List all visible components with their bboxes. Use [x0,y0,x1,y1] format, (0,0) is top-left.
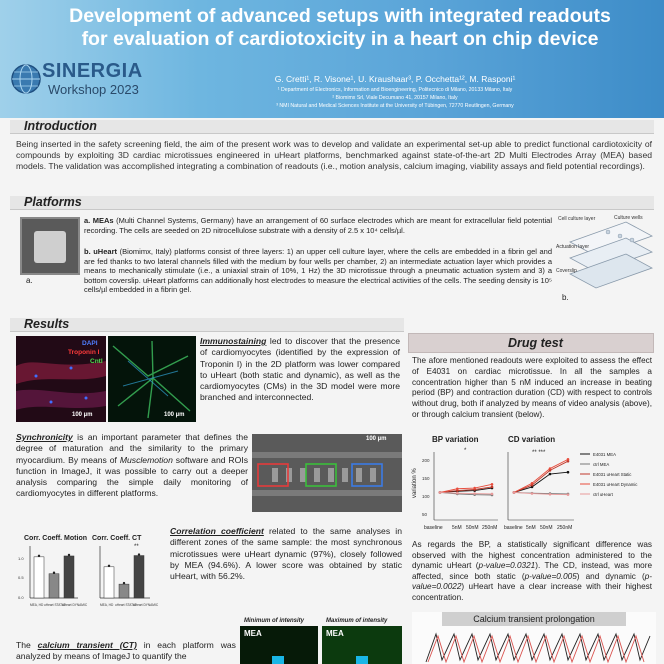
variation-ylabel: variation % [412,468,418,498]
uheart-text: (Biomimx, Italy) platforms consist of three layers: 1) an upper cell culture layer, where the cells are embedded in a fibrin gel and are fed thanks to two lateral channels filled with the medium by four wells per chamber, 2) an intermediate actuation layer which provides a means to mechanically stimulate (i.e., a uniaxial strain of 10%, 1 Hz) the 3D microtissue through a pneumatic actuation system and 3) a bottom coverslip. uHeart platforms can additionally host electrodes to measure the electrical activities of the cells. The seeding density is 10⁵ cells/µl embedded in a fibrin gel. [84,247,552,295]
pvalue-1: p-value=0.0321 [478,561,536,571]
data-point [567,471,570,474]
data-point [513,491,516,494]
correlation-keyword: Correlation coefficient [170,526,264,536]
poster-title: Development of advanced setups with integrated readouts for evaluation of cardiotoxicity in a heart on chip device [69,5,611,50]
uheart-device-diagram [556,212,656,302]
actin-label: Cntl [90,358,103,365]
caption-a: a. [26,276,33,285]
immunostaining-keyword: Immunostaining [200,336,267,346]
min-intensity-image [240,626,318,664]
mea-description [84,216,552,235]
ct-traces [426,628,652,664]
cd-title: CD variation [508,435,556,444]
bar-point [38,555,40,557]
corr-motion-title: Corr. Coeff. Motion [24,535,87,542]
ct-xcat-3: uHeart DYNAMIC [133,603,159,607]
immuno-image-uheart [108,336,196,422]
correlation-body: related to the same analyses in different zones of the same sample: the most synchronous microtissues were uHeart dynamic (97%), closely followed by MEA (94.6%). A lower score was obtained by static uHeart, with 56.2%. [170,526,402,582]
affiliation-1: ¹ Department of Electronics, Information and Bioengineering, Politecnico di Milano, 20133 Milano, Italy [277,87,513,93]
intro-text: Being inserted in the safety screening field, the aim of the present work was to develop and validate an experimental set-up able to predict functional cardiotoxicity of compounds by exploiting 3D cardiac microtissues engineered in uHeart platforms, benchmarked against state-of-the-art 2D Multi Electrodes Array (MEA) based models. The validation was accomplished integrating a combination of readouts (i.e., motion analysis, calcium imaging, viability assays and field potential recordings). [16,139,652,172]
bar-mea-hd [34,557,44,598]
data-point [549,467,552,470]
affiliation-2: ² Biomimx Srl, Viale Decumano 41, 20157 Milano, Italy [332,95,458,102]
synchronicity-body-1: is an important parameter that defines the degree of maturation and the similarity to the primary myocardium. By means of [16,432,248,465]
bar-point [53,572,55,574]
intro-heading: Introduction [24,119,97,133]
immunostaining-text [200,336,400,404]
ct-text-pre: The [16,640,38,650]
bar-uheart-dynamic [64,556,74,598]
data-point [491,483,494,486]
pvalue-2: p-value=0.005 [524,571,577,581]
max-intensity-label: Maximum of intensity [326,618,388,624]
data-point [439,491,442,494]
intro-bar [10,120,654,134]
roi-analysis-image [252,434,402,512]
bar-uheart-dynamic [134,556,144,598]
synchronicity-body-2: software and ROIs function in ImageJ, it was possible to carry out a deeper analysis comparing the simple daily monitoring of cardiomyocytes in different platforms. [16,454,248,499]
calcium-transient-text [16,640,236,663]
authors: G. Cretti¹, R. Visone¹, U. Kraushaar³, P. Occhetta¹², M. Rasponi¹ [274,74,516,84]
pvalue-3: p-value=0.0022 [412,571,652,592]
drug-test-heading: Drug test [508,336,563,350]
sinergia-logo [8,60,158,104]
corr-motion-chart [16,532,88,612]
label-coverslip: Coverslip [556,268,577,274]
label-actuation: Actuation layer [556,244,590,250]
data-point [549,473,552,476]
drug-text-2c: ). The CD, instead, was more affected, since both static ( [412,561,653,581]
data-point [456,487,459,490]
legend-label: ctrl uHeart [593,492,613,497]
motion-ytick-05: 0.5 [18,575,24,580]
legend-label: E4031 MEA [593,452,616,457]
series-line-e4031-uheart-static [440,487,492,493]
cd-cat-4: 250nM [557,525,573,531]
logo-subtitle: Workshop 2023 [48,82,139,97]
series-line-e4031-uheart-dynamic [514,459,568,492]
label-cell-layer: Cell culture layer [558,216,596,222]
label-culture-wells: Culture wells [614,215,643,221]
scale-bar-2: 100 µm [164,412,185,418]
scale-bar-1: 100 µm [72,412,93,418]
uheart-stain [108,336,196,422]
synchronicity-text [16,432,248,500]
musclemotion-name: Musclemotion [119,454,173,465]
mea-electrode-area [34,231,66,263]
ct-keyword: calcium transient (CT) [37,640,137,650]
min-intensity-label: Minimum of intensity [244,618,304,624]
data-point [473,487,476,490]
bp-cat-3: 50nM [466,525,479,531]
data-point [491,493,494,496]
poster-header [0,0,664,118]
uheart-label: b. uHeart [84,247,117,256]
drug-text-1: The afore mentioned readouts were exploited to assess the effect of E4031 on cardiac microtissue. In all the samples a concentration higher than 5 nM induced an increase in beating period (BP) and contraction duration (CD) with respect to controls without drug, both if analyzed by means of video analysis (above), or through calcium transient (below). [412,356,652,419]
bar-uheart-static [119,584,129,598]
synchronicity-keyword: Synchronicity [16,432,73,442]
mea-tag-max: MEA [326,629,344,638]
data-point [491,486,494,489]
roi-marker-min [272,656,284,664]
bp-cat-2: 5nM [452,525,462,531]
drug-text-2a: As regards the BP, a statistically significant difference was observed with the highest concentration administered to the dynamic uHeart ( [412,540,652,571]
ct-prolong-title: Calcium transient prolongation [442,612,626,626]
corr-ct-title: Corr. Coeff. CT [92,535,142,542]
caption-b: b. [562,293,569,302]
corr-ct-chart [86,532,159,612]
bar-point [138,553,140,555]
ytick-50: 50 [422,512,428,517]
motion-xcat-1: MEA, HD [30,603,44,607]
bar-uheart-static [49,574,59,598]
bp-significance: * [464,448,467,454]
ct-prolong-panel [412,612,656,664]
bar-mea-hd [104,567,114,598]
series-line-e4031-uheart-static [514,461,568,492]
legend-label: ctrl MEA [593,462,610,467]
bp-cat-1: baseline [424,525,443,531]
cd-cat-3: 50nM [540,525,553,531]
data-point [473,492,476,495]
data-point [531,492,534,495]
bar-point [123,582,125,584]
bp-title: BP variation [432,435,479,444]
drug-text-2g: ) uHeart have a clear increase with their highest concentration. [412,582,652,602]
motion-ytick-1: 1.0 [18,556,24,561]
max-intensity-image [322,626,402,664]
cd-cat-1: baseline [504,525,523,531]
bar-point [108,565,110,567]
mea-tag-min: MEA [244,629,262,638]
results-heading: Results [24,317,70,331]
mea-text: (Multi Channel Systems, Germany) have an arrangement of 60 surface electrodes which are meant for extracellular field potential recording. The cells are seeded on 2D nitrocellulose substrate with a density of 2.5 x 10⁴ cells/µl. [84,216,552,235]
logo-name: SINERGIA [42,60,143,82]
drug-text-2e: ) and dynamic ( [576,571,645,581]
dapi-label: DAPI [82,340,98,347]
drug-chart-legend [580,452,638,497]
data-point [456,492,459,495]
data-point [549,493,552,496]
platforms-bar [10,196,654,210]
roi-overlay [252,434,402,512]
motion-ytick-0: 0.0 [18,595,24,600]
ytick-100: 100 [422,494,430,499]
ct-significance: ** [134,544,139,550]
immuno-image-mea [16,336,106,422]
ct-xcat-2: uHeart STATIC [115,603,137,607]
cd-cat-2: 5nM [526,525,536,531]
legend-label: E4031 uHeart Static [593,472,632,477]
drug-line-charts [412,432,656,536]
data-point [531,482,534,485]
motion-xcat-3: uHeart DYNAMIC [62,603,88,607]
mea-label: a. MEAs [84,216,114,225]
ct-body: in each platform was analyzed by means of ImageJ to quantify the [16,640,236,662]
drug-text-2 [412,540,652,604]
ytick-200: 200 [422,458,430,463]
correlation-text [170,526,402,582]
immunostaining-body: led to discover that the presence of cardiomyocytes (identified by the expression of Troponin I) in the 2D platform was lower compared to uHeart (both static and dynamic), as well as the cardiomyocytes (CMs) in the 3D model were more branched and interconnected. [200,336,400,403]
cd-significance: ** *** [532,450,546,456]
roi-marker-max [356,656,368,664]
globe-logo-icon [10,63,42,95]
scale-bar-3: 100 µm [366,436,387,442]
data-point [567,458,570,461]
bp-cat-4: 250nM [482,525,498,531]
bar-point [68,554,70,556]
legend-label: E4031 uHeart Dynamic [593,482,638,487]
platforms-heading: Platforms [24,195,82,209]
data-point [567,493,570,496]
affiliation-3: ³ NMI Natural and Medical Sciences Institute at the University of Tübingen, 72770 Reutlingen, Germany [276,103,514,110]
ytick-150: 150 [422,476,430,481]
uheart-description [84,247,552,295]
motion-xcat-2: uHeart STATIC [44,603,66,607]
mea-chip-image [20,217,80,275]
affiliations [165,86,625,111]
troponin-label: Troponin I [68,349,100,356]
series-line-ctrl-uheart [440,492,492,493]
ct-xcat-1: MEA, HD [100,603,114,607]
